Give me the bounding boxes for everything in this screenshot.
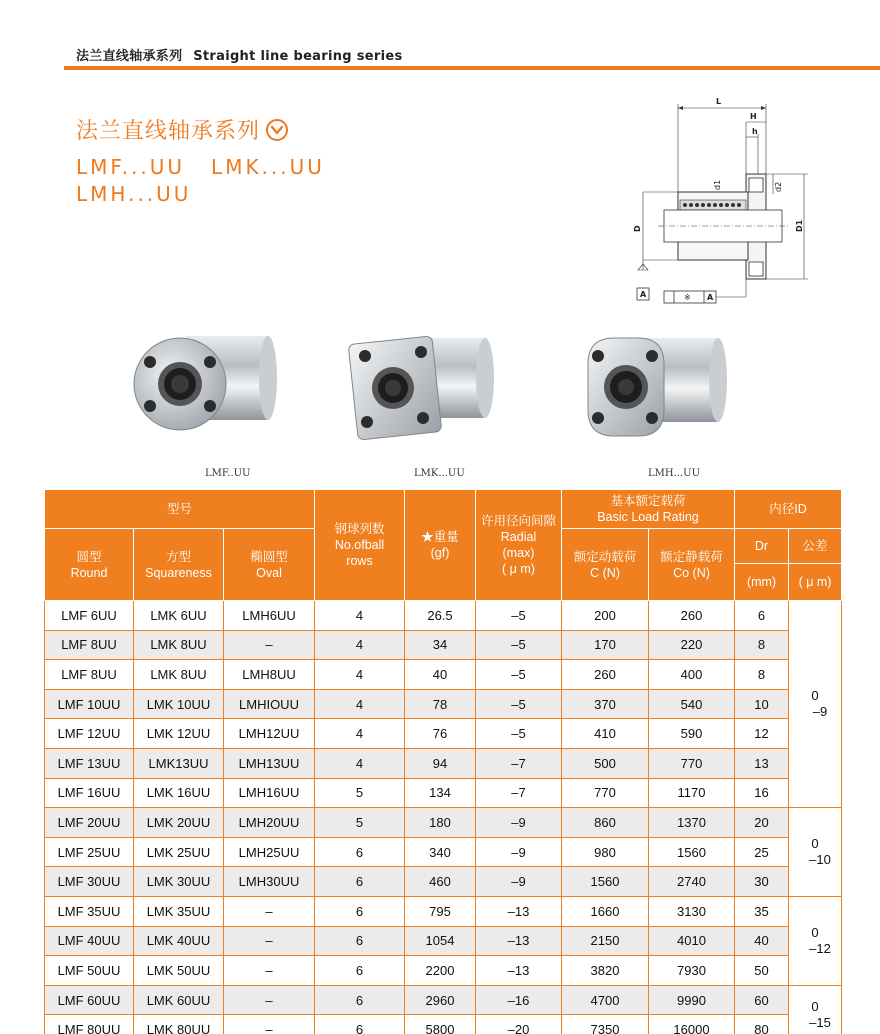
- cell-radial: –9: [476, 867, 562, 897]
- header-radial-cn: 许用径向间隙: [480, 514, 556, 528]
- cell-c: 200: [562, 601, 649, 631]
- header-ball-rows-cn: 钢球列数: [334, 522, 385, 536]
- cell-round: LMF 16UU: [45, 778, 134, 808]
- cell-square: LMK 25UU: [134, 837, 224, 867]
- cell-c: 980: [562, 837, 649, 867]
- spec-table: [44, 489, 842, 1034]
- header-inner-diameter: 内径ID: [735, 490, 842, 529]
- cell-square: LMK 8UU: [134, 630, 224, 660]
- header-round-cn: 圆型: [76, 549, 102, 564]
- cell-co: 7930: [649, 956, 735, 986]
- cell-c: 1560: [562, 867, 649, 897]
- cell-dr: 10: [735, 689, 789, 719]
- cell-square: LMK13UU: [134, 748, 224, 778]
- cell-weight: 460: [405, 867, 476, 897]
- table-row: [45, 719, 842, 749]
- cell-balls: 6: [315, 867, 405, 897]
- cell-radial: –9: [476, 808, 562, 838]
- dim-H: H: [750, 112, 757, 121]
- header-square: [134, 529, 224, 601]
- cell-dr: 13: [735, 748, 789, 778]
- cell-square: LMK 50UU: [134, 956, 224, 986]
- cell-tolerance: [789, 985, 842, 1034]
- cell-oval: –: [224, 926, 315, 956]
- dim-d2: d2: [774, 181, 783, 192]
- tolerance-datum: A: [707, 293, 714, 302]
- cell-co: 770: [649, 748, 735, 778]
- cell-weight: 34: [405, 630, 476, 660]
- cell-round: LMF 8UU: [45, 660, 134, 690]
- header-radial-en2: (max): [502, 546, 535, 560]
- cell-weight: 40: [405, 660, 476, 690]
- header-rule: [64, 66, 880, 70]
- cell-radial: –13: [476, 956, 562, 986]
- cell-square: LMK 80UU: [134, 1015, 224, 1034]
- header-dr: Dr: [735, 529, 789, 564]
- tolerance-upper: 0: [811, 998, 819, 1014]
- header-weight: [405, 490, 476, 601]
- cell-dr: 35: [735, 896, 789, 926]
- cell-balls: 4: [315, 689, 405, 719]
- cell-c: 370: [562, 689, 649, 719]
- header-round-en: Round: [70, 565, 108, 580]
- cell-radial: –16: [476, 985, 562, 1015]
- table-row: [45, 660, 842, 690]
- cell-balls: 4: [315, 748, 405, 778]
- model-lmf: LMF...UU: [76, 155, 186, 179]
- tolerance-upper: 0: [811, 924, 819, 940]
- cell-balls: 6: [315, 956, 405, 986]
- header-dyn-en: C (N): [590, 565, 620, 580]
- cell-c: 2150: [562, 926, 649, 956]
- model-lmh: LMH...UU: [76, 182, 192, 206]
- tolerance-lower: –10: [809, 852, 831, 868]
- table-row: [45, 926, 842, 956]
- cell-c: 3820: [562, 956, 649, 986]
- cell-round: LMF 25UU: [45, 837, 134, 867]
- cell-co: 3130: [649, 896, 735, 926]
- cell-weight: 5800: [405, 1015, 476, 1034]
- cell-dr: 12: [735, 719, 789, 749]
- cell-dr: 25: [735, 837, 789, 867]
- cell-tolerance: [789, 896, 842, 985]
- cell-c: 1660: [562, 896, 649, 926]
- header-ball-rows-en2: rows: [346, 554, 373, 568]
- dim-h: h: [752, 127, 758, 136]
- header-round: [45, 529, 134, 601]
- tolerance-lower: –12: [809, 940, 831, 956]
- cell-weight: 26.5: [405, 601, 476, 631]
- header-series-cn: 法兰直线轴承系列: [76, 49, 183, 64]
- cell-co: 590: [649, 719, 735, 749]
- cell-balls: 5: [315, 808, 405, 838]
- cell-dr: 60: [735, 985, 789, 1015]
- cell-c: 260: [562, 660, 649, 690]
- tolerance-symbol: ※: [684, 293, 691, 302]
- cell-balls: 4: [315, 719, 405, 749]
- tolerance-upper: 0: [811, 836, 819, 852]
- cell-dr: 8: [735, 630, 789, 660]
- cell-co: 2740: [649, 867, 735, 897]
- cell-c: 770: [562, 778, 649, 808]
- header-dr-unit: (mm): [735, 564, 789, 601]
- cell-dr: 40: [735, 926, 789, 956]
- cell-balls: 4: [315, 630, 405, 660]
- model-lmk: LMK...UU: [211, 155, 325, 179]
- lmk-photo-label: LMK...UU: [414, 468, 465, 479]
- cell-weight: 78: [405, 689, 476, 719]
- cell-co: 1370: [649, 808, 735, 838]
- cell-co: 220: [649, 630, 735, 660]
- cell-round: LMF 12UU: [45, 719, 134, 749]
- cell-oval: –: [224, 1015, 315, 1034]
- header-stat-en: Co (N): [673, 565, 710, 580]
- cell-round: LMF 30UU: [45, 867, 134, 897]
- cell-weight: 1054: [405, 926, 476, 956]
- cell-square: LMK 20UU: [134, 808, 224, 838]
- cell-weight: 180: [405, 808, 476, 838]
- cell-weight: 795: [405, 896, 476, 926]
- header-dynamic-load: [562, 529, 649, 601]
- cell-oval: –: [224, 630, 315, 660]
- cell-radial: –13: [476, 896, 562, 926]
- cell-oval: LMH6UU: [224, 601, 315, 631]
- tolerance-lower: –9: [812, 704, 828, 720]
- cell-tolerance: [789, 601, 842, 808]
- table-row: [45, 956, 842, 986]
- lmf-photo-label: LMF..UU: [205, 468, 251, 479]
- cell-dr: 6: [735, 601, 789, 631]
- header-load-cn: 基本额定载荷: [610, 494, 686, 508]
- cell-round: LMF 10UU: [45, 689, 134, 719]
- cell-oval: –: [224, 985, 315, 1015]
- header-load-en: Basic Load Rating: [597, 510, 699, 524]
- dim-L: L: [716, 97, 722, 106]
- cell-c: 7350: [562, 1015, 649, 1034]
- cell-dr: 8: [735, 660, 789, 690]
- table-row: [45, 808, 842, 838]
- table-row: [45, 630, 842, 660]
- cell-square: LMK 8UU: [134, 660, 224, 690]
- cell-radial: –7: [476, 748, 562, 778]
- cell-round: LMF 20UU: [45, 808, 134, 838]
- cell-round: LMF 35UU: [45, 896, 134, 926]
- dim-D: D: [633, 225, 642, 232]
- cell-square: LMK 60UU: [134, 985, 224, 1015]
- table-row: [45, 601, 842, 631]
- cell-radial: –13: [476, 926, 562, 956]
- header-ball-rows: [315, 490, 405, 601]
- table-row: [45, 778, 842, 808]
- cell-co: 1560: [649, 837, 735, 867]
- header-square-en: Squareness: [145, 565, 212, 580]
- cell-weight: 2200: [405, 956, 476, 986]
- cell-radial: –20: [476, 1015, 562, 1034]
- cell-weight: 2960: [405, 985, 476, 1015]
- cell-oval: LMH20UU: [224, 808, 315, 838]
- cell-round: LMF 13UU: [45, 748, 134, 778]
- header-ball-rows-en1: No.ofball: [334, 538, 385, 552]
- header-model: 型号: [45, 490, 315, 529]
- dim-d1: d1: [713, 179, 722, 190]
- cell-co: 260: [649, 601, 735, 631]
- cell-dr: 50: [735, 956, 789, 986]
- cell-radial: –5: [476, 689, 562, 719]
- cell-c: 500: [562, 748, 649, 778]
- header-series-en: Straight line bearing series: [193, 49, 403, 64]
- cell-round: LMF 8UU: [45, 630, 134, 660]
- cell-weight: 76: [405, 719, 476, 749]
- cell-round: LMF 6UU: [45, 601, 134, 631]
- table-row: [45, 985, 842, 1015]
- header-radial-en3: ( μ m): [502, 562, 535, 576]
- cell-co: 540: [649, 689, 735, 719]
- cell-square: LMK 16UU: [134, 778, 224, 808]
- cell-balls: 5: [315, 778, 405, 808]
- cell-round: LMF 40UU: [45, 926, 134, 956]
- cell-oval: LMH30UU: [224, 867, 315, 897]
- cell-oval: LMH8UU: [224, 660, 315, 690]
- cell-balls: 6: [315, 837, 405, 867]
- spec-table-body: [45, 601, 842, 1034]
- cell-square: LMK 40UU: [134, 926, 224, 956]
- header-square-cn: 方型: [165, 549, 191, 564]
- cell-radial: –5: [476, 630, 562, 660]
- cell-radial: –7: [476, 778, 562, 808]
- cell-tolerance: [789, 808, 842, 897]
- header-oval-en: Oval: [256, 565, 282, 580]
- cell-square: LMK 10UU: [134, 689, 224, 719]
- cell-weight: 340: [405, 837, 476, 867]
- header-tol-unit: ( μ m): [789, 564, 842, 601]
- header-load-rating: [562, 490, 735, 529]
- section-title: [76, 114, 288, 145]
- model-list: [76, 154, 325, 208]
- cell-balls: 6: [315, 926, 405, 956]
- page-header: [76, 45, 403, 64]
- cell-c: 170: [562, 630, 649, 660]
- cell-radial: –5: [476, 660, 562, 690]
- header-radial-en1: Radial: [500, 530, 537, 544]
- cell-square: LMK 30UU: [134, 867, 224, 897]
- cell-co: 4010: [649, 926, 735, 956]
- cell-oval: LMH13UU: [224, 748, 315, 778]
- header-static-load: [649, 529, 735, 601]
- cell-oval: LMH12UU: [224, 719, 315, 749]
- datum-label: A: [640, 290, 647, 299]
- cell-c: 410: [562, 719, 649, 749]
- header-weight-cn: ★重量: [421, 530, 459, 544]
- cell-dr: 30: [735, 867, 789, 897]
- cell-round: LMF 50UU: [45, 956, 134, 986]
- cell-dr: 80: [735, 1015, 789, 1034]
- header-oval: [224, 529, 315, 601]
- header-tolerance: 公差: [789, 529, 842, 564]
- table-row: [45, 689, 842, 719]
- section-title-text: 法兰直线轴承系列: [76, 119, 261, 144]
- header-stat-cn: 额定静载荷: [660, 549, 723, 564]
- table-row: [45, 1015, 842, 1034]
- cell-square: LMK 35UU: [134, 896, 224, 926]
- header-weight-en: (gf): [430, 546, 450, 560]
- cell-balls: 6: [315, 985, 405, 1015]
- cell-oval: LMH16UU: [224, 778, 315, 808]
- cell-radial: –9: [476, 837, 562, 867]
- cell-co: 16000: [649, 1015, 735, 1034]
- cell-square: LMK 12UU: [134, 719, 224, 749]
- table-row: [45, 837, 842, 867]
- lmh-photo-label: LMH...UU: [648, 468, 700, 479]
- cell-c: 860: [562, 808, 649, 838]
- chevron-down-icon: [266, 119, 288, 141]
- header-radial-clearance: [476, 490, 562, 601]
- table-row: [45, 896, 842, 926]
- cell-oval: –: [224, 956, 315, 986]
- table-row: [45, 748, 842, 778]
- cell-oval: –: [224, 896, 315, 926]
- cell-balls: 6: [315, 1015, 405, 1034]
- cell-round: LMF 80UU: [45, 1015, 134, 1034]
- table-row: [45, 867, 842, 897]
- cell-round: LMF 60UU: [45, 985, 134, 1015]
- cell-balls: 6: [315, 896, 405, 926]
- lmh-bearing-image: [578, 324, 738, 454]
- cell-balls: 4: [315, 660, 405, 690]
- cell-square: LMK 6UU: [134, 601, 224, 631]
- cell-c: 4700: [562, 985, 649, 1015]
- cell-balls: 4: [315, 601, 405, 631]
- cell-dr: 16: [735, 778, 789, 808]
- cell-oval: LMHIOUU: [224, 689, 315, 719]
- cell-radial: –5: [476, 601, 562, 631]
- cell-co: 9990: [649, 985, 735, 1015]
- cell-dr: 20: [735, 808, 789, 838]
- header-dyn-cn: 额定动载荷: [573, 549, 637, 564]
- lmk-bearing-image: [345, 326, 505, 456]
- tolerance-upper: 0: [811, 688, 819, 704]
- lmf-bearing-image: [128, 318, 288, 448]
- dim-D1: D1: [795, 219, 804, 232]
- header-oval-cn: 椭圆型: [250, 549, 288, 564]
- dimension-diagram: [628, 92, 818, 307]
- cell-co: 1170: [649, 778, 735, 808]
- tolerance-lower: –15: [809, 1014, 831, 1030]
- cell-oval: LMH25UU: [224, 837, 315, 867]
- cell-weight: 94: [405, 748, 476, 778]
- cell-co: 400: [649, 660, 735, 690]
- cell-radial: –5: [476, 719, 562, 749]
- cell-weight: 134: [405, 778, 476, 808]
